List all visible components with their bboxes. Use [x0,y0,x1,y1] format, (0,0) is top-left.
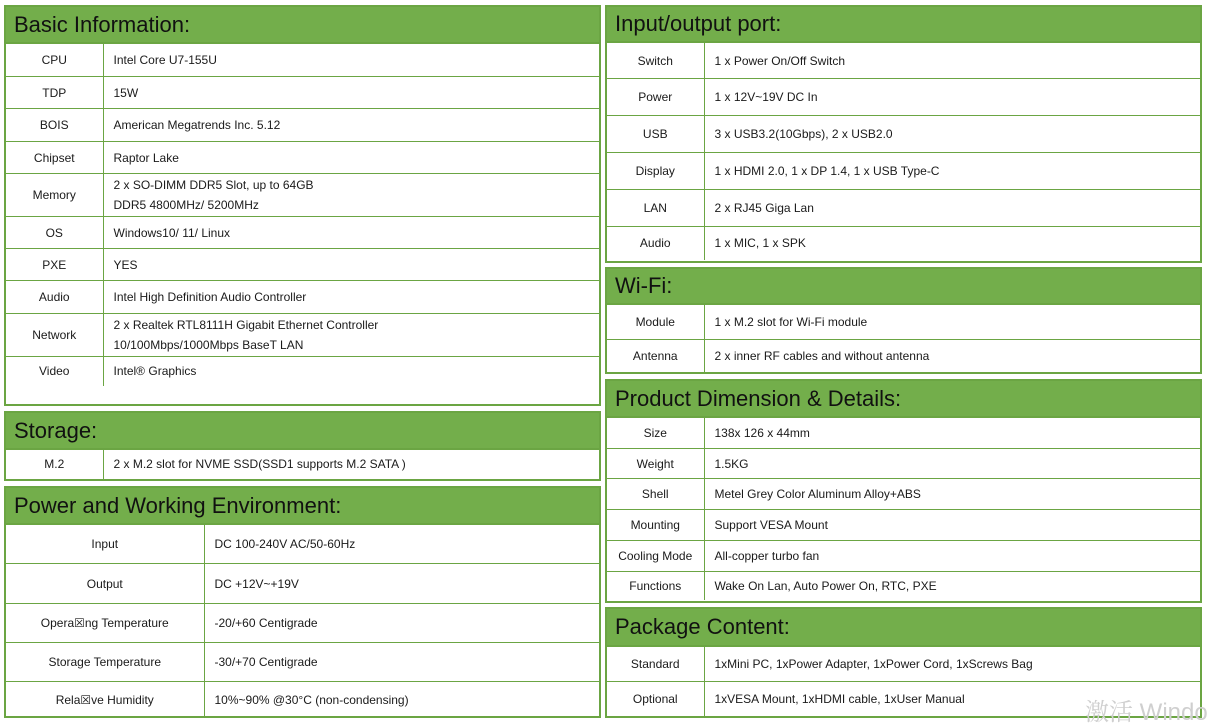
spec-label: Functions [607,572,704,600]
spec-row [6,564,599,604]
spec-label: Network [6,314,103,357]
spec-value [704,449,1200,479]
spec-label: Memory [6,174,103,217]
spec-label: Power [607,79,704,116]
basic-information-table [6,43,599,386]
spec-value-line: 1xMini PC, 1xPower Adapter, 1xPower Cord, 1xScrews Bag [714,657,1033,671]
product-dimension-title: Product Dimension & Details: [607,381,1200,417]
product-dimension-section [605,379,1202,603]
spec-row [607,227,1200,260]
spec-value [704,479,1200,510]
spec-label: Cooling Mode [607,541,704,572]
spec-row [607,541,1200,572]
spec-row [607,572,1200,600]
wifi-table [607,304,1200,373]
spec-label: USB [607,116,704,153]
spec-label: Chipset [6,142,103,174]
spec-row [607,153,1200,190]
spec-row [607,449,1200,479]
spec-value-line: 10/100Mbps/1000Mbps BaseT LAN [113,338,304,352]
spec-value [103,44,599,77]
spec-value [103,281,599,314]
spec-row [6,44,599,77]
spec-value [103,249,599,281]
spec-row [6,525,599,564]
spec-value-line: 1 x M.2 slot for Wi-Fi module [714,315,868,329]
spec-value [704,647,1200,682]
spec-row [607,647,1200,682]
spec-value-line: 2 x SO-DIMM DDR5 Slot, up to 64GB [113,178,314,192]
spec-value-line: American Megatrends Inc. 5.12 [113,118,281,132]
io-port-table [607,42,1200,260]
spec-label: Video [6,357,103,386]
spec-value-line: Raptor Lake [113,150,179,165]
spec-row [6,314,599,357]
spec-value-line: 10%~90% @30°C (non-condensing) [214,692,409,707]
storage-section [4,411,601,481]
spec-label: Mounting [607,510,704,541]
storage-title: Storage: [6,413,599,449]
spec-row [607,340,1200,373]
spec-label: TDP [6,77,103,109]
spec-row [6,109,599,142]
spec-value-line: DDR5 4800MHz/ 5200MHz [113,198,259,212]
spec-label: Shell [607,479,704,510]
spec-row [6,450,599,479]
spec-value [704,305,1200,340]
spec-value [103,142,599,174]
spec-value [704,340,1200,373]
spec-label: Switch [607,43,704,79]
spec-label: Output [6,564,204,604]
spec-value [103,450,599,479]
basic-information-section [4,5,601,406]
spec-value [103,357,599,386]
spec-label: Storage Temperature [6,643,204,682]
spec-row [607,479,1200,510]
spec-label: PXE [6,249,103,281]
spec-value-line: 1 x MIC, 1 x SPK [714,236,806,251]
spec-value-line: 1 x HDMI 2.0, 1 x DP 1.4, 1 x USB Type-C [714,164,940,178]
package-content-title: Package Content: [607,609,1200,646]
spec-row [6,604,599,643]
spec-value [704,116,1200,153]
power-environment-table [6,524,599,718]
spec-value-line: 1xVESA Mount, 1xHDMI cable, 1xUser Manual [714,692,965,707]
spec-value-line: 2 x inner RF cables and without antenna [714,349,930,364]
spec-value [704,79,1200,116]
wifi-title: Wi-Fi: [607,269,1200,304]
spec-value-line: DC 100-240V AC/50-60Hz [214,537,356,551]
power-environment-section [4,486,601,718]
spec-value [204,525,599,564]
spec-value [103,217,599,249]
spec-row [6,142,599,174]
io-port-title: Input/output port: [607,7,1200,42]
spec-label: Display [607,153,704,190]
spec-value [704,153,1200,190]
spec-label: Standard [607,647,704,682]
spec-label: Module [607,305,704,340]
activate-windows-watermark: 激活 Windo [1085,699,1208,726]
spec-label: Rela☒ve Humidity [6,682,204,718]
spec-label: M.2 [6,450,103,479]
power-environment-title: Power and Working Environment: [6,488,599,524]
spec-value-line: 2 x Realtek RTL8111H Gigabit Ethernet Controller [113,318,379,332]
wifi-section [605,267,1202,374]
spec-row [607,116,1200,153]
spec-label: Opera☒ng Temperature [6,604,204,643]
spec-value [704,190,1200,227]
spec-row [6,357,599,386]
spec-row [6,281,599,314]
spec-row [607,43,1200,79]
spec-row [6,174,599,217]
spec-value-line: Intel High Definition Audio Controller [113,290,307,304]
spec-label: CPU [6,44,103,77]
spec-label: LAN [607,190,704,227]
basic-information-title: Basic Information: [6,7,599,43]
spec-value-line: 2 x M.2 slot for NVME SSD(SSD1 supports M.2 SATA ) [113,457,406,472]
spec-value-line: All-copper turbo fan [714,549,820,563]
product-dimension-table [607,417,1200,600]
spec-value-line: YES [113,257,138,272]
spec-label: Audio [607,227,704,260]
spec-row [6,217,599,249]
spec-value [704,510,1200,541]
spec-value-line: 3 x USB3.2(10Gbps), 2 x USB2.0 [714,127,893,141]
spec-label: BOIS [6,109,103,142]
spec-row [6,249,599,281]
spec-value-line: Support VESA Mount [714,518,828,532]
spec-value [204,564,599,604]
spec-row [607,418,1200,449]
io-port-section [605,5,1202,263]
spec-label: Optional [607,682,704,717]
spec-value-line: 15W [113,85,139,100]
spec-label: Size [607,418,704,449]
spec-row [607,305,1200,340]
spec-value-line: 1 x 12V~19V DC In [714,90,818,104]
spec-value [704,418,1200,449]
spec-value-line: Metel Grey Color Aluminum Alloy+ABS [714,487,921,501]
spec-value-line: 2 x RJ45 Giga Lan [714,201,814,215]
spec-label: Weight [607,449,704,479]
spec-row [6,682,599,718]
spec-label: Antenna [607,340,704,373]
spec-value-line: DC +12V~+19V [214,576,299,591]
spec-value [103,77,599,109]
spec-value-line: Intel® Graphics [113,364,197,379]
spec-value [704,572,1200,600]
spec-value [204,682,599,718]
spec-value-line: -20/+60 Centigrade [214,616,318,630]
storage-table [6,449,599,479]
spec-value-line: Windows10/ 11/ Linux [113,225,231,240]
spec-value-line: Intel Core U7-155U [113,53,217,67]
spec-value [204,643,599,682]
spec-row [6,643,599,682]
spec-value [103,314,599,357]
spec-value [704,43,1200,79]
spec-value [704,541,1200,572]
spec-row [607,79,1200,116]
spec-value [204,604,599,643]
spec-label: Input [6,525,204,564]
spec-label: Audio [6,281,103,314]
spec-row [607,190,1200,227]
spec-value-line: -30/+70 Centigrade [214,655,318,669]
spec-value-line: 1.5KG [714,456,749,471]
spec-value-line: Wake On Lan, Auto Power On, RTC, PXE [714,578,937,593]
spec-value [103,174,599,217]
spec-value [704,227,1200,260]
spec-value-line: 138x 126 x 44mm [714,426,810,440]
spec-row [6,77,599,109]
spec-value-line: 1 x Power On/Off Switch [714,53,845,68]
spec-label: OS [6,217,103,249]
spec-row [607,510,1200,541]
spec-value [103,109,599,142]
